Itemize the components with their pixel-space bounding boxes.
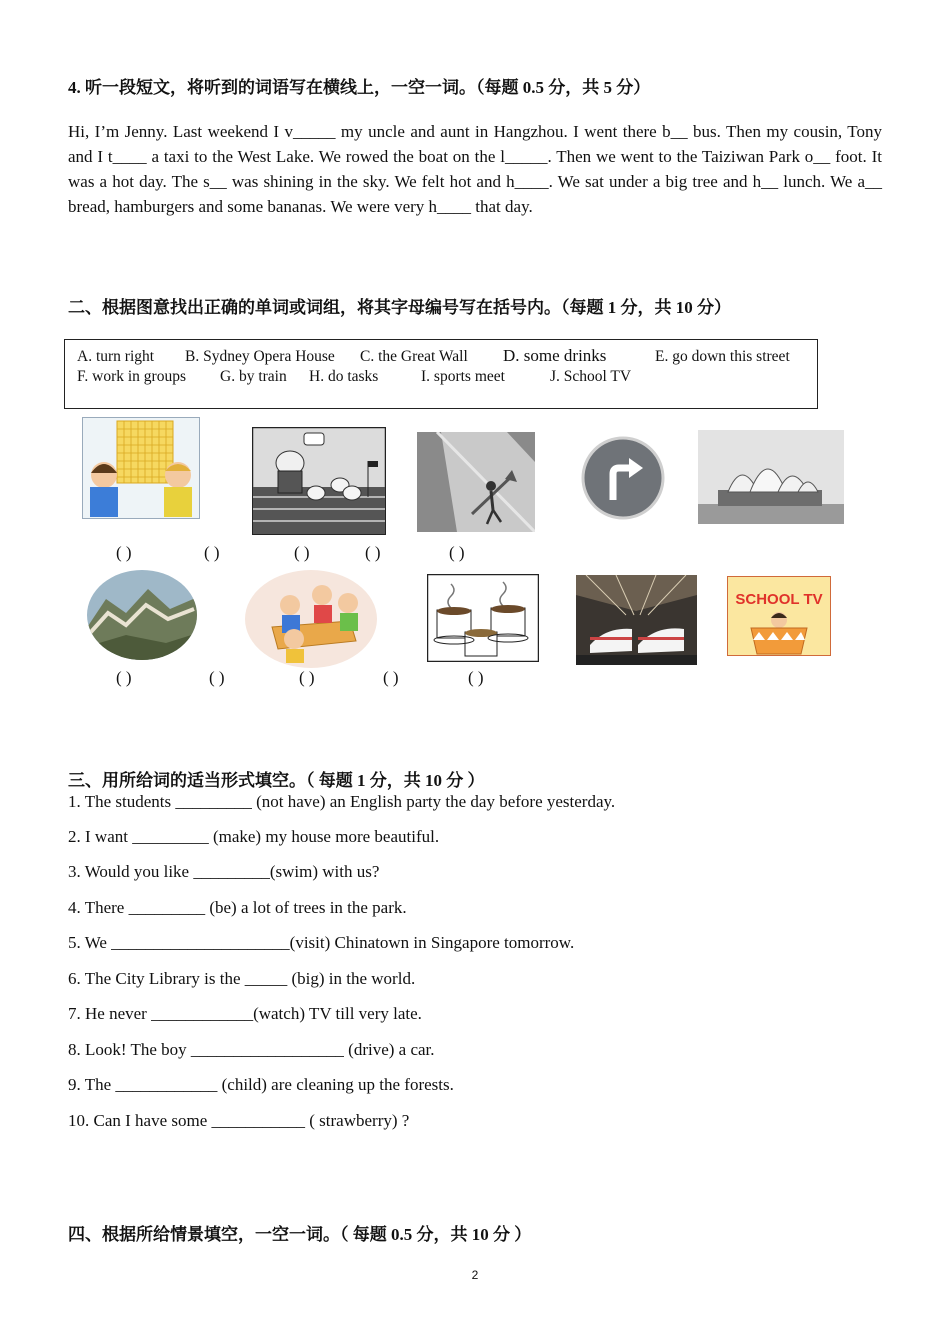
section4-heading: 4. 听一段短文，将听到的词语写在横线上，一空一词。（每题 0.5 分，共 5 分） <box>68 78 651 97</box>
part2-heading: 二、根据图意找出正确的单词或词组，将其字母编号写在括号内。（每题 1 分，共 10 分） <box>68 298 731 317</box>
option-h: H. do tasks <box>309 368 379 385</box>
option-a: A. turn right <box>77 348 155 365</box>
answer-paren[interactable]: ( ) <box>365 543 381 562</box>
turn-right-sign-picture <box>581 436 665 520</box>
answer-paren[interactable]: ( ) <box>299 668 315 687</box>
page-number: 2 <box>471 1268 479 1282</box>
listening-passage: Hi, I’m Jenny. Last weekend I v_____ my uncle and aunt in Hangzhou. I went there b__ bus. Then my cousin, Tony and I t____ a taxi to the West Lake. We rowed the boat on the l_____. Then we went to the Taiziwan Park o__ foot. It was a hot day. The s__ was shining in the sky. We felt hot and h____. We sat under a big tree and h__ lunch. We a__ bread, hamburgers and some bananas. We were very h____ that day. <box>68 122 882 216</box>
question-6: 6. The City Library is the _____ (big) in the world. <box>68 969 416 988</box>
sports-meet-picture <box>252 427 386 535</box>
hot-drinks-picture <box>427 574 539 662</box>
question-10: 10. Can I have some ___________ ( strawberry) ? <box>68 1111 410 1130</box>
train-station-picture <box>576 575 697 665</box>
question-8: 8. Look! The boy __________________ (drive) a car. <box>68 1040 435 1059</box>
option-f: F. work in groups <box>77 368 186 385</box>
question-1: 1. The students _________ (not have) an English party the day before yesterday. <box>68 792 616 811</box>
option-j: J. School TV <box>550 368 632 385</box>
question-4: 4. There _________ (be) a lot of trees in the park. <box>68 898 407 917</box>
option-b: B. Sydney Opera House <box>185 348 335 365</box>
group-work-picture <box>244 569 378 669</box>
question-7: 7. He never ____________(watch) TV till very late. <box>68 1004 422 1023</box>
option-d: D. some drinks <box>503 346 607 365</box>
answer-paren[interactable]: ( ) <box>294 543 310 562</box>
answer-paren[interactable]: ( ) <box>116 543 132 562</box>
school-tv-text: SCHOOL TV <box>735 591 823 608</box>
option-c: C. the Great Wall <box>360 348 468 365</box>
school-tv-picture <box>727 576 831 656</box>
part4-heading: 四、根据所给情景填空，一空一词。（ 每题 0.5 分，共 10 分 ） <box>68 1225 532 1244</box>
great-wall-picture <box>86 569 198 661</box>
options-box <box>64 339 818 409</box>
question-9: 9. The ____________ (child) are cleaning up the forests. <box>68 1075 454 1094</box>
answer-paren[interactable]: ( ) <box>449 543 465 562</box>
answer-paren[interactable]: ( ) <box>209 668 225 687</box>
walk-down-street-picture <box>417 432 535 532</box>
answer-paren[interactable]: ( ) <box>116 668 132 687</box>
option-e: E. go down this street <box>655 348 790 365</box>
question-5: 5. We _____________________(visit) Chinatown in Singapore tomorrow. <box>68 933 575 952</box>
answer-paren[interactable]: ( ) <box>468 668 484 687</box>
children-chart-picture <box>82 417 200 519</box>
part3-heading: 三、用所给词的适当形式填空。（ 每题 1 分，共 10 分 ） <box>68 771 485 790</box>
answer-paren[interactable]: ( ) <box>383 668 399 687</box>
answer-paren[interactable]: ( ) <box>204 543 220 562</box>
question-3: 3. Would you like _________(swim) with us? <box>68 862 380 881</box>
option-g: G. by train <box>220 368 287 385</box>
sydney-opera-house-picture <box>698 430 844 524</box>
question-2: 2. I want _________ (make) my house more beautiful. <box>68 827 440 846</box>
option-i: I. sports meet <box>421 368 505 385</box>
